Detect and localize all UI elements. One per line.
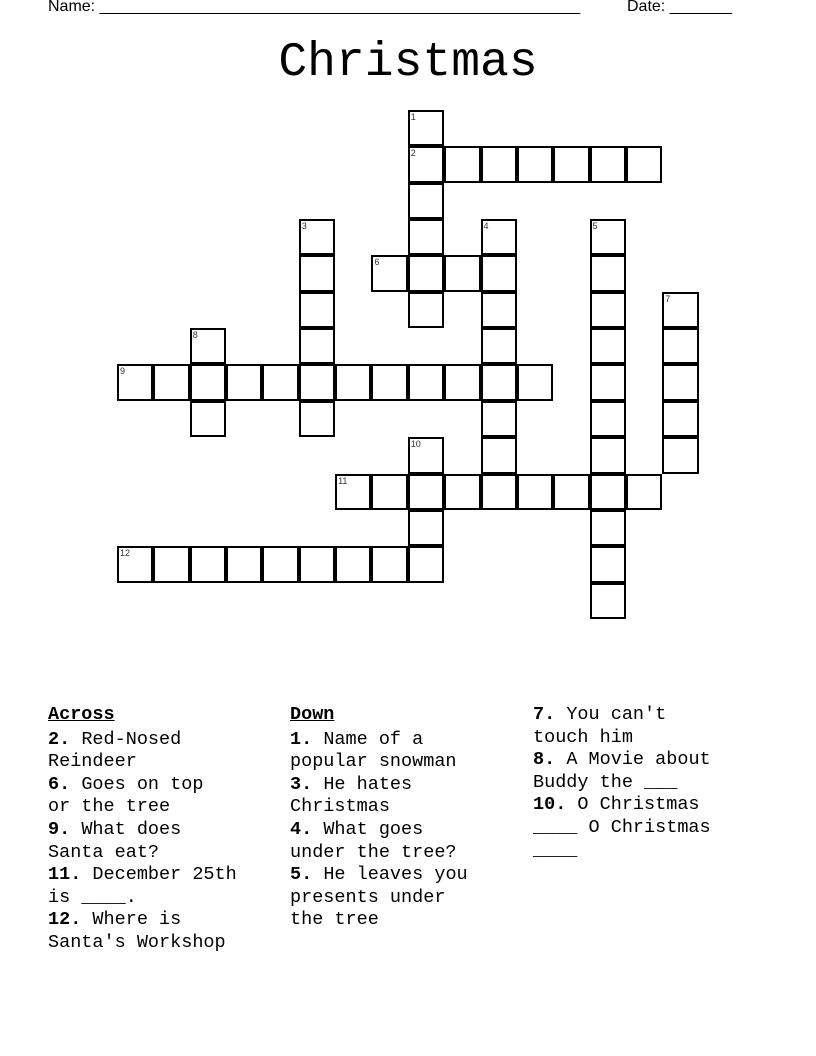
grid-cell[interactable]	[153, 364, 189, 400]
grid-cell[interactable]	[226, 364, 262, 400]
grid-cell[interactable]	[481, 255, 517, 291]
clue-number: 11.	[48, 864, 82, 886]
grid-cell[interactable]	[444, 146, 480, 182]
clue-text: What goes under the tree?	[290, 818, 457, 863]
grid-cell[interactable]	[590, 255, 626, 291]
grid-cell[interactable]	[190, 546, 226, 582]
across-clue-list	[48, 729, 288, 955]
grid-cell[interactable]	[408, 219, 444, 255]
clue-number: 6.	[48, 773, 71, 795]
across-clues	[48, 704, 288, 955]
grid-cell[interactable]	[517, 146, 553, 182]
down-clue-list-continued	[533, 704, 773, 862]
grid-cell[interactable]	[590, 328, 626, 364]
clue-item	[48, 729, 288, 774]
grid-cell[interactable]	[408, 292, 444, 328]
cell-number: 8	[192, 330, 198, 341]
grid-cell[interactable]	[408, 110, 444, 146]
grid-cell[interactable]	[517, 474, 553, 510]
clue-item	[533, 704, 773, 749]
grid-cell[interactable]	[590, 437, 626, 473]
grid-cell[interactable]	[481, 146, 517, 182]
grid-cell[interactable]	[335, 364, 371, 400]
clue-item	[533, 749, 773, 794]
clue-number: 9.	[48, 818, 71, 840]
grid-cell[interactable]	[481, 328, 517, 364]
grid-cell[interactable]	[371, 255, 407, 291]
grid-cell[interactable]	[590, 401, 626, 437]
grid-cell[interactable]	[481, 292, 517, 328]
grid-cell[interactable]	[590, 583, 626, 619]
clue-item	[48, 909, 288, 954]
clue-number: 3.	[290, 773, 313, 795]
clue-item	[290, 819, 530, 864]
grid-cell[interactable]	[590, 510, 626, 546]
clue-item	[48, 864, 288, 909]
cell-number: 5	[592, 221, 598, 232]
clue-text: What does Santa eat?	[48, 818, 182, 863]
cell-number: 9	[120, 366, 126, 377]
grid-cell[interactable]	[408, 474, 444, 510]
down-heading: Down	[290, 704, 335, 725]
cell-number: 12	[120, 548, 131, 559]
clue-item	[48, 774, 288, 819]
grid-cell[interactable]	[662, 437, 698, 473]
grid-cell[interactable]	[371, 364, 407, 400]
grid-cell[interactable]	[408, 437, 444, 473]
grid-cell[interactable]	[190, 364, 226, 400]
grid-cell[interactable]	[299, 292, 335, 328]
clue-item	[290, 729, 530, 774]
clue-text: He hates Christmas	[290, 773, 413, 818]
grid-cell[interactable]	[590, 292, 626, 328]
clue-number: 12.	[48, 909, 82, 931]
name-field-label[interactable]: Name: ______________________________________________________	[48, 0, 581, 15]
cell-number: 1	[410, 112, 416, 122]
clue-number: 4.	[290, 818, 313, 840]
puzzle-title: Christmas	[278, 36, 538, 90]
grid-cell[interactable]	[371, 474, 407, 510]
clue-text: Red-Nosed Reindeer	[48, 728, 182, 773]
grid-cell[interactable]	[262, 364, 298, 400]
grid-cell[interactable]	[408, 364, 444, 400]
grid-cell[interactable]	[662, 401, 698, 437]
grid-cell[interactable]	[626, 474, 662, 510]
grid-cell[interactable]	[190, 401, 226, 437]
date-field-label[interactable]: Date: _______	[627, 0, 732, 15]
grid-cell[interactable]	[662, 292, 698, 328]
clue-item	[290, 864, 530, 932]
clue-item	[533, 794, 773, 862]
grid-cell[interactable]	[662, 364, 698, 400]
grid-cell[interactable]	[481, 219, 517, 255]
grid-cell[interactable]	[299, 364, 335, 400]
cell-number: 6	[374, 257, 380, 268]
grid-cell[interactable]	[444, 255, 480, 291]
grid-cell[interactable]	[226, 546, 262, 582]
grid-cell[interactable]	[117, 546, 153, 582]
clue-number: 2.	[48, 728, 71, 750]
grid-cell[interactable]	[444, 364, 480, 400]
cell-number: 11	[338, 475, 348, 486]
clue-text: Goes on top or the tree	[48, 773, 204, 818]
cell-number: 10	[410, 439, 421, 450]
grid-cell[interactable]	[262, 546, 298, 582]
down-clue-list	[290, 729, 530, 932]
grid-cell[interactable]	[590, 364, 626, 400]
clue-item	[290, 774, 530, 819]
cell-number: 7	[665, 293, 671, 304]
clue-number: 10.	[533, 794, 567, 816]
grid-cell[interactable]	[553, 474, 589, 510]
grid-cell[interactable]	[662, 328, 698, 364]
grid-cell[interactable]	[626, 146, 662, 182]
grid-cell[interactable]	[153, 546, 189, 582]
clue-text: A Movie about Buddy the ___	[533, 749, 711, 793]
clue-text: You can't touch him	[533, 704, 667, 748]
grid-cell[interactable]	[590, 219, 626, 255]
grid-cell[interactable]	[299, 401, 335, 437]
clue-number: 5.	[290, 864, 313, 886]
down-clues-continued	[533, 704, 773, 862]
grid-cell[interactable]	[444, 474, 480, 510]
grid-cell[interactable]	[590, 146, 626, 182]
grid-cell[interactable]	[371, 546, 407, 582]
clue-number: 1.	[290, 728, 313, 750]
clue-text: Name of a popular snowman	[290, 728, 457, 773]
grid-cell[interactable]	[481, 437, 517, 473]
grid-cell[interactable]	[117, 364, 153, 400]
clue-text: December 25th is ____.	[48, 864, 237, 908]
grid-cell[interactable]	[299, 328, 335, 364]
clue-item	[48, 819, 288, 864]
grid-cell[interactable]	[408, 510, 444, 546]
grid-cell[interactable]	[408, 183, 444, 219]
cell-number: 3	[301, 221, 307, 232]
down-clues	[290, 704, 530, 932]
clue-number: 7.	[533, 704, 556, 725]
grid-cell[interactable]	[408, 546, 444, 582]
grid-cell[interactable]	[481, 474, 517, 510]
across-heading: Across	[48, 704, 115, 725]
clue-number: 8.	[533, 749, 556, 771]
grid-cell[interactable]	[590, 546, 626, 582]
grid-cell[interactable]	[553, 146, 589, 182]
grid-cell[interactable]	[590, 474, 626, 510]
clue-text: O Christmas ____ O Christmas ____	[533, 794, 711, 861]
grid-cell[interactable]	[299, 255, 335, 291]
grid-cell[interactable]	[408, 146, 444, 182]
grid-cell[interactable]	[299, 219, 335, 255]
cell-number: 4	[483, 221, 489, 232]
clue-text: He leaves you presents under the tree	[290, 864, 468, 931]
grid-cell[interactable]	[481, 364, 517, 400]
cell-number: 2	[410, 148, 416, 159]
grid-cell[interactable]	[408, 255, 444, 291]
clue-text: Where is Santa's Workshop	[48, 909, 226, 953]
grid-cell[interactable]	[190, 328, 226, 364]
grid-cell[interactable]	[517, 364, 553, 400]
grid-cell[interactable]	[481, 401, 517, 437]
grid-cell[interactable]	[335, 546, 371, 582]
grid-cell[interactable]	[299, 546, 335, 582]
grid-cell[interactable]	[335, 474, 371, 510]
